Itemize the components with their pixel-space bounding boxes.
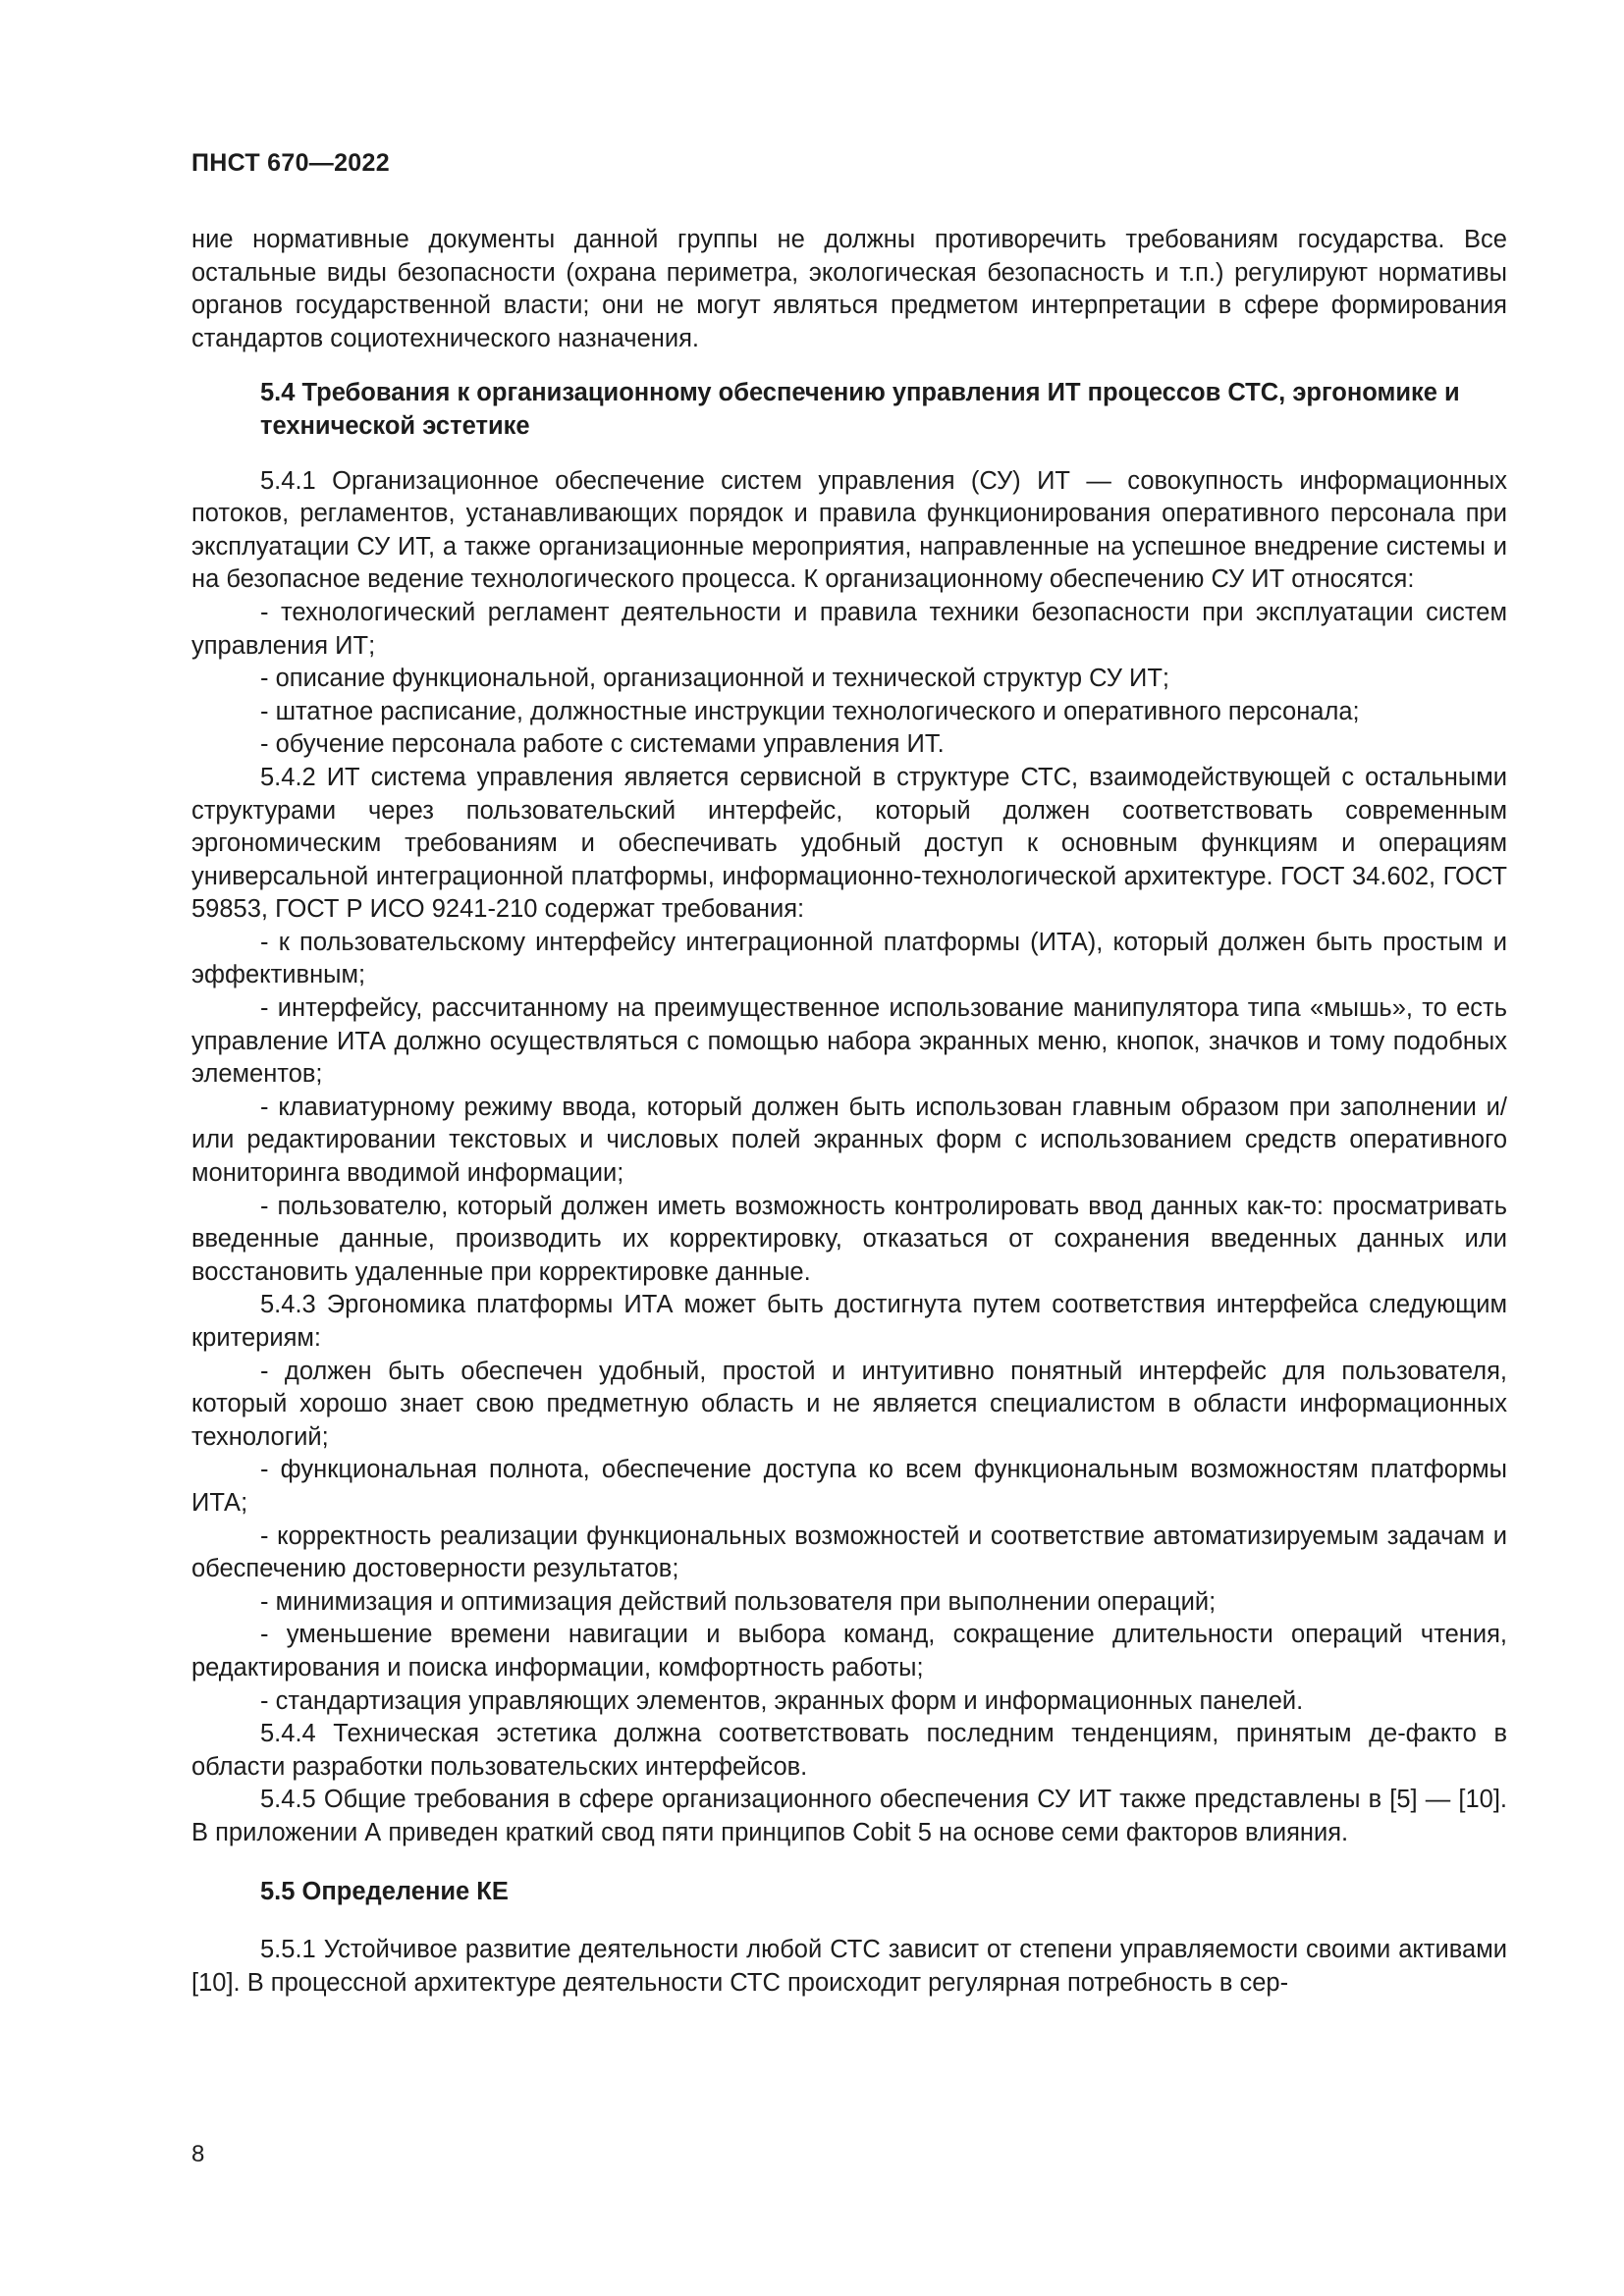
paragraph-5-4-2: 5.4.2 ИТ система управления является сервисной в структуре СТС, взаимодействующей с остальными структурами через пользовательский интерфейс, который должен соответствовать современным эргономическим требованиям и обеспечивать удобный доступ к основным функциям и операциям универсальной интеграционной платформы, информационно-технологической архитектуре. ГОСТ 34.602, ГОСТ 59853, ГОСТ Р ИСО 9241-210 содержат требования: — [191, 763, 1507, 924]
list-item: - уменьшение времени навигации и выбора команд, сокращение длительности операций чтения, редактирования и поиска информации, комфортность работы; — [191, 1621, 1507, 1682]
paragraph-5-4-5: 5.4.5 Общие требования в сфере организационного обеспечения СУ ИТ также представлены в [5] — [10]. В приложении А приведен краткий свод пяти принципов Cobit 5 на основе семи факторов влияния. — [191, 1786, 1507, 1846]
section-5-5-heading: 5.5 Определение КЕ — [260, 1877, 509, 1905]
document-body — [191, 224, 1507, 2000]
list-item: - стандартизация управляющих элементов, экранных форм и информационных панелей. — [260, 1686, 1304, 1715]
list-item: - обучение персонала работе с системами управления ИТ. — [260, 730, 945, 759]
paragraph-5-4-4: 5.4.4 Техническая эстетика должна соответствовать последним тенденциям, принятым де-факто в области разработки пользовательских интерфейсов. — [191, 1720, 1507, 1781]
document-code: ПНСТ 670—2022 — [191, 149, 390, 177]
list-item: - к пользовательскому интерфейсу интеграционной платформы (ИТА), который должен быть простым и эффективным; — [191, 928, 1507, 989]
page-number: 8 — [191, 2141, 205, 2167]
list-item: - описание функциональной, организационной и технической структур СУ ИТ; — [260, 665, 1169, 693]
list-item: - минимизация и оптимизация действий пользователя при выполнении операций; — [260, 1587, 1217, 1616]
section-5-4-heading: 5.4 Требования к организационному обеспечению управления ИТ процессов СТС, эргономике и технической эстетике — [260, 379, 1460, 440]
list-item: - должен быть обеспечен удобный, простой и интуитивно понятный интерфейс для пользователя, который хорошо знает свою предметную область и не является специалистом в области информационных технологий; — [191, 1357, 1507, 1451]
list-item: - пользователю, который должен иметь возможность контролировать ввод данных как-то: просматривать введенные данные, производить их корректировку, отказаться от сохранения введенных данных или восстановить удаленные при корректировке данные. — [191, 1192, 1507, 1286]
list-item: - функциональная полнота, обеспечение доступа ко всем функциональным возможностям платформы ИТА; — [191, 1456, 1507, 1517]
paragraph-5-5-1: 5.5.1 Устойчивое развитие деятельности любой СТС зависит от степени управляемости своими активами [10]. В процессной архитектуре деятельности СТС происходит регулярная потребность в сер- — [191, 1936, 1507, 1997]
intro-paragraph: ние нормативные документы данной группы не должны противоречить требованиям государства. Все остальные виды безопасности (охрана периметра, экологическая безопасность и т.п.) регулируют нормативы органов государственной власти; они не могут являться предметом интерпретации в сфере формирования стандартов социотехнического назначения. — [191, 226, 1507, 352]
list-item: - корректность реализации функциональных возможностей и соответствие автоматизируемым задачам и обеспечению достоверности результатов; — [191, 1522, 1507, 1583]
paragraph-5-4-1: 5.4.1 Организационное обеспечение систем управления (СУ) ИТ — совокупность информационных потоков, регламентов, устанавливающих порядок и правила функционирования оперативного персонала при эксплуатации СУ ИТ, а также организационные мероприятия, направленные на успешное внедрение системы и на безопасное ведение технологического процесса. К организационному обеспечению СУ ИТ относятся: — [191, 466, 1507, 594]
list-item: - штатное расписание, должностные инструкции технологического и оперативного персонала; — [260, 697, 1360, 725]
paragraph-5-4-3: 5.4.3 Эргономика платформы ИТА может быть достигнута путем соответствия интерфейса следующим критериям: — [191, 1291, 1507, 1352]
list-item: - интерфейсу, рассчитанному на преимущественное использование манипулятора типа «мышь», то есть управление ИТА должно осуществляться с помощью набора экранных меню, кнопок, значков и тому подобных элементов; — [191, 994, 1507, 1089]
list-item: - технологический регламент деятельности и правила техники безопасности при эксплуатации систем управления ИТ; — [191, 598, 1507, 660]
list-item: - клавиатурному режиму ввода, который должен быть использован главным образом при заполнении и/или редактировании текстовых и числовых полей экранных форм с использованием средств оперативного мониторинга вводимой информации; — [191, 1093, 1507, 1188]
